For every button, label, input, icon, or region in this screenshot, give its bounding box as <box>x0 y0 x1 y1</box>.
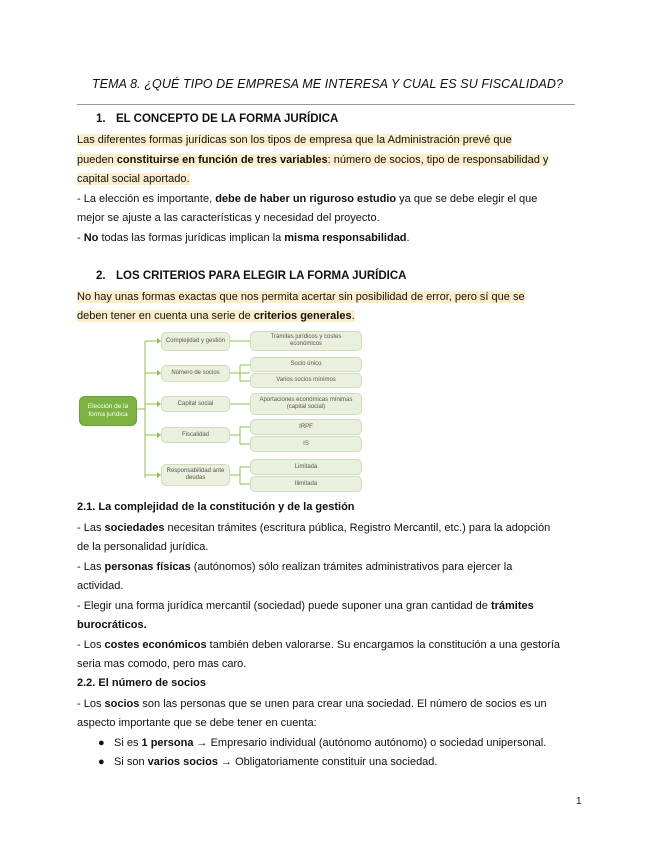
page-number: 1 <box>576 796 582 807</box>
section-2-title: LOS CRITERIOS PARA ELEGIR LA FORMA JURÍDICA <box>116 270 407 282</box>
s22-bullet-1 <box>98 737 546 749</box>
s21-line6: burocráticos. <box>77 619 147 631</box>
s22-bullet-2 <box>98 756 437 768</box>
s1-p3-line <box>77 231 410 245</box>
s21-line7-c: también deben valorarse. Su encargamos la constitución a una gestoría <box>206 639 561 651</box>
s21-line1-b: sociedades <box>104 522 165 534</box>
diagram-detail-multiple-partners: Varios socios mínimos <box>250 373 362 388</box>
s1-p3-b: No <box>83 232 99 244</box>
s21-line7-b: costes económicos <box>104 639 207 651</box>
title-rule <box>77 104 575 105</box>
s22-line1-a: - Los <box>77 698 105 710</box>
s22-bullet-2-b: varios socios <box>147 756 218 768</box>
s1-p3-e: . <box>406 232 410 244</box>
diagram-detail-contributions: Aportaciones económicas mínimas (capital social) <box>250 393 362 415</box>
s1-p1-line1-text: Las diferentes formas jurídicas son los tipos de empresa que la Administración prevé que <box>77 134 512 146</box>
s21-line2: de la personalidad jurídica. <box>77 541 209 553</box>
s1-p1-line2-b: constituirse en función de tres variables <box>116 154 328 166</box>
s21-line5-a: - Elegir una forma jurídica mercantil (sociedad) puede suponer una gran cantidad de <box>77 600 491 612</box>
diagram-criterion-tax: Fiscalidad <box>161 427 230 443</box>
diagram-main-node: Elección de la forma jurídica <box>79 396 137 426</box>
s1-p1-line2-a: pueden <box>77 154 117 166</box>
diagram-criterion-capital: Capital social <box>161 396 230 412</box>
s2-p1-line2-b: criterios generales <box>253 310 352 322</box>
s22-bullet-1-c: → Empresario individual (autónomo autónomo) o sociedad unipersonal. <box>193 737 547 749</box>
diagram-detail-irpf: IRPF <box>250 419 362 435</box>
bullet-dot-icon: ● <box>98 756 105 768</box>
s2-p1-line1-text: No hay unas formas exactas que nos permita acertar sin posibilidad de error, pero sí que se <box>77 291 525 303</box>
s21-line3-b: personas físicas <box>104 561 191 573</box>
diagram-detail-limited: Limitada <box>250 459 362 475</box>
s1-p2-line1 <box>77 192 537 206</box>
s21-line5 <box>77 599 534 613</box>
diagram-detail-single-partner: Socio único <box>250 357 362 372</box>
s21-line4: actividad. <box>77 580 124 592</box>
s2-p1-line2-a: deben tener en cuenta una serie de <box>77 310 254 322</box>
s1-p2-line1-c: ya que se debe elegir el que <box>396 193 538 205</box>
s22-bullet-2-c: → Obligatoriamente constituir una sociedad. <box>217 756 438 768</box>
s1-p3-a: - <box>77 232 84 244</box>
s1-p2-line2: mejor se ajuste a las características y necesidad del proyecto. <box>77 212 380 224</box>
section-1-heading <box>96 113 338 125</box>
diagram-detail-is: IS <box>250 436 362 452</box>
s1-p2-line1-b: debe de haber un riguroso estudio <box>215 193 397 205</box>
s1-p1-line3 <box>77 172 190 186</box>
s21-line3-a: - Las <box>77 561 105 573</box>
diagram-criterion-liability: Responsabilidad ante deudas <box>161 464 230 486</box>
s22-line1-b: socios <box>104 698 140 710</box>
s2-p1-line2 <box>77 309 355 323</box>
s21-line8: seria mas comodo, pero mas caro. <box>77 658 247 670</box>
s22-line1 <box>77 697 547 711</box>
s1-p1-line2-c: : número de socios, tipo de responsabilidad y <box>327 154 549 166</box>
s22-bullet-1-b: 1 persona <box>141 737 194 749</box>
diagram-detail-procedures: Trámites jurídicos y costes económicos <box>250 331 362 351</box>
s21-line5-b: trámites <box>490 600 534 612</box>
s1-p3-d: misma responsabilidad <box>284 232 407 244</box>
section-1-title: EL CONCEPTO DE LA FORMA JURÍDICA <box>116 113 339 125</box>
section-2-2-heading: 2.2. El número de socios <box>77 677 206 689</box>
diagram-detail-unlimited: Ilimitada <box>250 476 362 492</box>
s2-p1-line1 <box>77 290 525 304</box>
s1-p1-line1 <box>77 133 512 147</box>
s21-line3-c: (autónomos) sólo realizan trámites administrativos para ejercer la <box>190 561 513 573</box>
page-title: TEMA 8. ¿QUÉ TIPO DE EMPRESA ME INTERESA Y CUAL ES SU FISCALIDAD? <box>91 77 564 91</box>
s21-line7-a: - Los <box>77 639 105 651</box>
s21-line1-c: necesitan trámites (escritura pública, Registro Mercantil, etc.) para la adopción <box>164 522 551 534</box>
section-1-number: 1. <box>96 113 106 125</box>
section-2-heading <box>96 270 407 282</box>
s22-line2: aspecto importante que se debe tener en cuenta: <box>77 717 317 729</box>
diagram-criterion-partners: Número de socios <box>161 365 230 382</box>
s22-bullet-1-a: Si es <box>114 737 142 749</box>
s1-p1-line2 <box>77 153 548 167</box>
s1-p3-c: todas las formas jurídicas implican la <box>98 232 285 244</box>
s21-line3 <box>77 560 512 574</box>
s1-p2-line1-a: - La elección es importante, <box>77 193 216 205</box>
bullet-dot-icon: ● <box>98 737 105 749</box>
s21-line1 <box>77 521 550 535</box>
s22-line1-c: son las personas que se unen para crear una sociedad. El número de socios es un <box>139 698 547 710</box>
section-2-1-heading: 2.1. La complejidad de la constitución y de la gestión <box>77 501 355 513</box>
s22-bullet-2-a: Si son <box>114 756 148 768</box>
s21-line1-a: - Las <box>77 522 105 534</box>
s21-line7 <box>77 638 560 652</box>
section-2-number: 2. <box>96 270 106 282</box>
s1-p1-line3-text: capital social aportado. <box>77 173 190 185</box>
diagram-criterion-complexity: Complejidad y gestión <box>161 332 230 351</box>
s2-p1-line2-c: . <box>351 310 355 322</box>
